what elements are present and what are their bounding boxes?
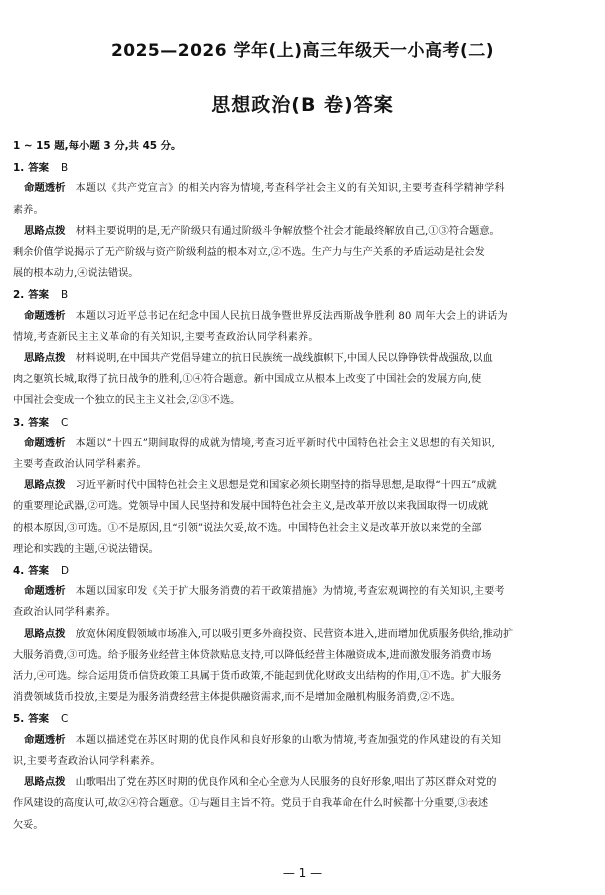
answer-label: 答案 xyxy=(28,289,49,302)
tips-paragraph xyxy=(13,772,591,836)
analysis-text: 本题以国家印发《关于扩大服务消费的若干政策措施》为情境,考查宏观调控的有关知识,主要考 xyxy=(75,586,505,598)
tips-text: 的根本原因,③可选。①不是原因,且“引领”说法欠妥,故不选。中国特色社会主义是改革开放以来党的全部 xyxy=(13,522,482,534)
analysis-line xyxy=(24,581,591,602)
question-block xyxy=(13,413,591,560)
question-block xyxy=(13,709,591,835)
analysis-label: 命题透析 xyxy=(24,309,66,322)
tips-text: 放宽休闲度假领域市场准入,可以吸引更多外商投资、民营资本进入,进而增加优质服务供给,推动扩 xyxy=(75,628,514,640)
question-answer-line xyxy=(13,285,591,305)
tips-line xyxy=(13,815,591,836)
tips-line xyxy=(24,475,591,496)
tips-label: 思路点拨 xyxy=(24,479,66,492)
tips-text: 的重要理论武器,②可选。党领导中国人民坚持和发展中国特色社会主义,是改革开放以来我国取得一切成就 xyxy=(13,501,489,513)
answer-label: 答案 xyxy=(28,416,49,429)
tips-text: 习近平新时代中国特色社会主义思想是党和国家必须长期坚持的指导思想,是取得“十四五”成就 xyxy=(75,480,497,492)
analysis-text: 本题以习近平总书记在纪念中国人民抗日战争暨世界反法西斯战争胜利 80 周年大会上的讲话为 xyxy=(75,310,508,322)
question-block xyxy=(13,158,591,284)
analysis-line xyxy=(24,306,591,327)
analysis-text: 本题以《共产党宣言》的相关内容为情境,考查科学社会主义的有关知识,主要考查科学精神学科 xyxy=(75,183,505,195)
tips-text: 大服务消费,③可选。给予服务业经营主体贷款贴息支持,可以降低经营主体融资成本,进而激发服务消费市场 xyxy=(13,649,492,661)
question-block xyxy=(13,561,591,708)
analysis-text: 主要考查政治认同学科素养。 xyxy=(13,459,147,471)
page-subtitle: 思想政治(B 卷)答案 xyxy=(211,94,394,116)
tips-text: 肉之躯筑长城,取得了抗日战争的胜利,①④符合题意。新中国成立从根本上改变了中国社会的发展方向,使 xyxy=(13,374,482,386)
question-answer-line xyxy=(13,158,591,178)
tips-text: 剩余价值学说揭示了无产阶级与资产阶级利益的根本对立,②不选。生产力与生产关系的矛盾运动是社会发 xyxy=(13,247,485,259)
analysis-label: 命题透析 xyxy=(24,436,66,449)
tips-line xyxy=(24,772,591,793)
analysis-text: 本题以“十四五”期间取得的成就为情境,考查习近平新时代中国特色社会主义思想的有关知识, xyxy=(75,437,496,449)
question-number: 3. xyxy=(13,416,25,429)
tips-line xyxy=(13,390,591,411)
analysis-text: 查政治认同学科素养。 xyxy=(13,607,116,619)
answer-content xyxy=(13,136,591,837)
question-list xyxy=(13,158,591,836)
tips-line xyxy=(13,793,591,814)
tips-text: 理论和实践的主题,④说法错误。 xyxy=(13,543,159,555)
tips-label: 思路点拨 xyxy=(24,627,66,640)
analysis-line xyxy=(13,602,591,623)
tips-line xyxy=(13,518,591,539)
analysis-label: 命题透析 xyxy=(24,182,66,195)
analysis-paragraph xyxy=(13,178,591,220)
answer-value: D xyxy=(60,565,69,578)
analysis-line xyxy=(13,200,591,221)
analysis-line xyxy=(24,178,591,199)
tips-text: 材料主要说明的是,无产阶级只有通过阶级斗争解放整个社会才能最终解放自己,①③符合题意。 xyxy=(75,225,500,237)
analysis-line xyxy=(13,751,591,772)
question-number: 2. xyxy=(13,289,25,302)
question-number: 4. xyxy=(13,565,25,578)
analysis-label: 命题透析 xyxy=(24,585,66,598)
tips-label: 思路点拨 xyxy=(24,352,66,365)
answer-value: B xyxy=(60,289,69,302)
tips-line xyxy=(13,242,591,263)
answer-label: 答案 xyxy=(28,565,49,578)
tips-line xyxy=(13,369,591,390)
tips-paragraph xyxy=(13,475,591,560)
tips-text: 欠妥。 xyxy=(13,819,44,831)
answer-value: C xyxy=(60,713,69,726)
answer-value: B xyxy=(60,162,69,175)
analysis-line xyxy=(24,730,591,751)
question-block xyxy=(13,285,591,411)
question-answer-line xyxy=(13,561,591,581)
tips-text: 活力,④可选。综合运用货币信贷政策工具属于货币政策,不能起到优化财政支出结构的作用,①不选。扩大服务 xyxy=(13,671,502,683)
tips-line xyxy=(13,539,591,560)
answer-value: C xyxy=(60,416,69,429)
tips-text: 材料说明,在中国共产党倡导建立的抗日民族统一战线旗帜下,中国人民以铮铮铁骨战强敌,以血 xyxy=(75,353,493,365)
tips-text: 山歌唱出了党在苏区时期的优良作风和全心全意为人民服务的良好形象,唱出了苏区群众对党的 xyxy=(75,777,497,789)
analysis-paragraph xyxy=(13,306,591,348)
section-intro: 1 ~ 15 题,每小题 3 分,共 45 分。 xyxy=(13,140,182,152)
tips-text: 展的根本动力,④说法错误。 xyxy=(13,268,139,280)
analysis-paragraph xyxy=(13,433,591,475)
question-number: 5. xyxy=(13,713,25,726)
analysis-text: 情境,考查新民主主义革命的有关知识,主要考查政治认同学科素养。 xyxy=(13,331,319,343)
tips-label: 思路点拨 xyxy=(24,776,66,789)
answer-label: 答案 xyxy=(28,713,49,726)
tips-line xyxy=(24,348,591,369)
analysis-label: 命题透析 xyxy=(24,733,66,746)
analysis-line xyxy=(13,454,591,475)
tips-line xyxy=(13,263,591,284)
analysis-paragraph xyxy=(13,581,591,623)
analysis-line xyxy=(24,433,591,454)
tips-line xyxy=(13,496,591,517)
analysis-text: 识,主要考查政治认同学科素养。 xyxy=(13,755,161,767)
tips-text: 消费领域货币投放,主要是为服务消费经营主体提供融资需求,而不是增加金融机构服务消费,②不选。 xyxy=(13,692,461,704)
tips-paragraph xyxy=(13,624,591,709)
tips-line xyxy=(24,624,591,645)
tips-text: 作风建设的高度认可,故②④符合题意。①与题目主旨不符。党员于自我革命在什么时候都十分重要,③表述 xyxy=(13,798,489,810)
tips-line xyxy=(24,221,591,242)
tips-text: 中国社会变成一个独立的民主主义社会,②③不选。 xyxy=(13,395,241,407)
analysis-paragraph xyxy=(13,730,591,772)
tips-paragraph xyxy=(13,221,591,285)
analysis-line xyxy=(13,327,591,348)
tips-line xyxy=(13,645,591,666)
tips-label: 思路点拨 xyxy=(24,224,66,237)
analysis-text: 素养。 xyxy=(13,204,44,216)
answer-label: 答案 xyxy=(28,162,49,175)
tips-line xyxy=(13,687,591,708)
question-answer-line xyxy=(13,413,591,433)
page-number: — 1 — xyxy=(282,866,323,880)
tips-line xyxy=(13,666,591,687)
question-number: 1. xyxy=(13,162,25,175)
page-title: 2025—2026 学年(上)高三年级天一小高考(二) xyxy=(110,41,495,61)
question-answer-line xyxy=(13,709,591,729)
tips-paragraph xyxy=(13,348,591,412)
analysis-text: 本题以描述党在苏区时期的优良作风和良好形象的山歌为情境,考查加强党的作风建设的有关知 xyxy=(75,734,502,746)
